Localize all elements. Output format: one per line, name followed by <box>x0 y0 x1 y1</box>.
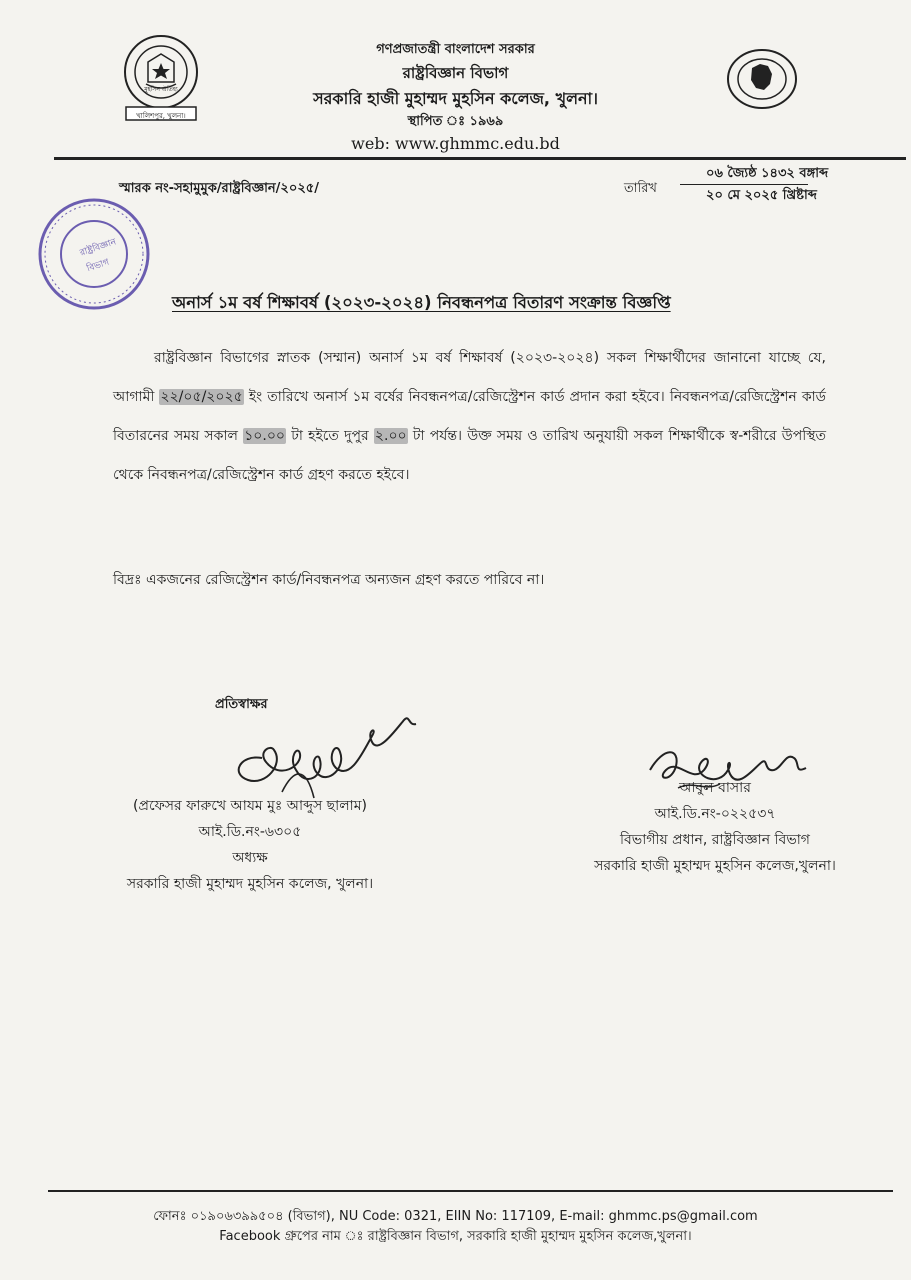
principal-designation: অধ্যক্ষ <box>232 850 268 866</box>
date-bangla: ০৬ জ্যৈষ্ঠ ১৪৩২ বঙ্গাব্দ <box>706 166 829 181</box>
date-english: ২০ মে ২০২৫ খ্রিষ্টাব্দ <box>706 188 817 203</box>
footer-contact: ফোনঃ ০১৯০৬৩৯৯৫০৪ (বিভাগ), NU Code: 0321, EIIN No: 117109, E-mail: ghmmc.ps@gmail.com <box>153 1209 758 1224</box>
body-text-4: টা পর্যন্ত। উক্ত সময় ও তারিখ অনুযায়ী সকল শিক্ষার্থীকে স্ব-শরীরে উপস্থিত থেকে নিবন্ধনপত্র/রেজিস্ট্রেশন কার্ড গ্রহণ করতে হইবে। <box>113 428 826 483</box>
highlighted-start-time: ১০.০০ <box>244 428 286 444</box>
countersign-label: প্রতিস্বাক্ষর <box>215 697 268 712</box>
header-divider <box>54 157 906 160</box>
head-designation: বিভাগীয় প্রধান, রাষ্ট্রবিজ্ঞান বিভাগ <box>620 832 810 848</box>
footer-divider <box>48 1190 893 1192</box>
body-text-2: ইং তারিখে অনার্স ১ম বর্ষের নিবন্ধনপত্র/রেজিস্ট্রেশন কার্ড প্রদান করা হইবে। নিবন্ধনপত্র/রেজিস্ট্রেশন কার্ড বিতারনের সময় সকাল <box>113 389 826 444</box>
date-divider <box>680 184 808 185</box>
principal-id: আই.ডি.নং-৬৩০৫ <box>198 824 302 840</box>
body-text-3: টা হইতে দুপুর <box>286 428 374 444</box>
date-label: তারিখ <box>624 181 657 196</box>
notice-title: অনার্স ১ম বর্ষ শিক্ষাবর্ষ (২০২৩-২০২৪) নিবন্ধনপত্র বিতারণ সংক্রান্ত বিজ্ঞপ্তি <box>172 293 671 312</box>
principal-name: (প্রফেসর ফারুখে আযম মুঃ আব্দুস ছালাম) <box>133 798 367 814</box>
notice-body <box>113 339 826 495</box>
header-established: স্থাপিত ঃ ১৯৬৯ <box>407 114 504 129</box>
body-text-1: রাষ্ট্রবিজ্ঞান বিভাগের স্নাতক (সম্মান) অনার্স ১ম বর্ষ শিক্ষাবর্ষ (২০২৩-২০২৪) সকল শিক্ষার্থীদের জানানো যাচ্ছে যে, আগামী <box>113 350 826 405</box>
department-head-signatory <box>560 775 870 879</box>
header-department: রাষ্ট্রবিজ্ঞান বিভাগ <box>402 64 509 82</box>
principal-signature-icon <box>222 706 438 804</box>
memo-number: স্মারক নং-সহামুমুক/রাষ্ট্রবিজ্ঞান/২০২৫/ <box>119 181 319 196</box>
head-name: আবুল বাসার <box>679 780 751 796</box>
logo-left-motto: মুহসিন ঐতিহ্য <box>144 86 178 93</box>
footer-facebook: Facebook গ্রুপের নাম ঃ রাষ্ট্রবিজ্ঞান বিভাগ, সরকারি হাজী মুহাম্মদ মুহসিন কলেজ,খুলনা। <box>219 1229 692 1244</box>
logo-left-caption: খালিশপুর, খুলনা। <box>136 112 186 120</box>
principal-signatory <box>100 793 400 897</box>
principal-org: সরকারি হাজী মুহাম্মদ মুহসিন কলেজ, খুলনা। <box>126 876 374 892</box>
head-org: সরকারি হাজী মুহাম্মদ মুহসিন কলেজ,খুলনা। <box>594 858 836 874</box>
stamp-inner-text-1: রাষ্ট্রবিজ্ঞান <box>78 237 118 259</box>
header-government: গণপ্রজাতন্ত্রী বাংলাদেশ সরকার <box>376 42 535 57</box>
highlighted-date: ২২/০৫/২০২৫ <box>160 389 243 405</box>
head-id: আই.ডি.নং-০২২৫৩৭ <box>654 806 776 822</box>
header-website: web: www.ghmmc.edu.bd <box>351 134 560 153</box>
stamp-inner-text-2: বিভাগ <box>85 257 111 275</box>
notice-note: বিদ্রঃ একজনের রেজিস্ট্রেশন কার্ড/নিবন্ধনপত্র অন্যজন গ্রহণ করতে পারিবে না। <box>113 572 545 588</box>
header-college: সরকারি হাজী মুহাম্মদ মুহসিন কলেজ, খুলনা। <box>313 89 598 108</box>
highlighted-end-time: ২.০০ <box>374 428 407 444</box>
